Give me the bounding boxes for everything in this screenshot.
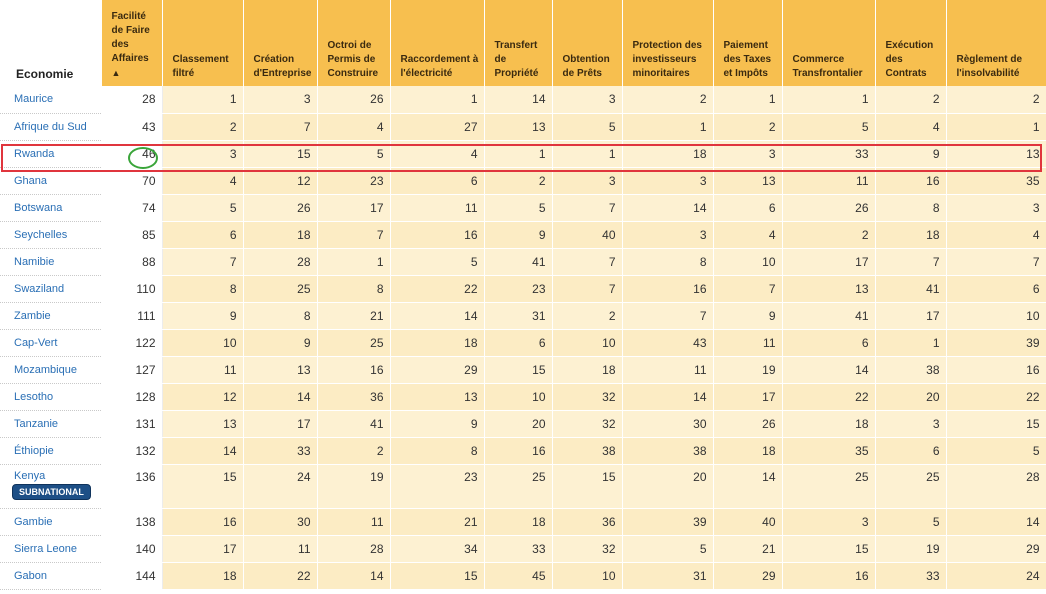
rank-cell: 7 (552, 248, 622, 275)
rank-cell: 16 (782, 562, 875, 589)
rank-cell: 13 (713, 167, 782, 194)
rank-cell: 8 (622, 248, 713, 275)
rank-cell: 5 (622, 535, 713, 562)
column-header-transfert-propriete[interactable]: Transfert de Propriété (484, 0, 552, 86)
rank-cell: 11 (782, 167, 875, 194)
rank-cell: 31 (622, 562, 713, 589)
rank-cell: 18 (622, 140, 713, 167)
rank-cell: 39 (946, 329, 1046, 356)
economy-link[interactable] (0, 383, 101, 410)
rank-cell: 26 (713, 410, 782, 437)
column-header-execution-contrats[interactable]: Exécution des Contrats (875, 0, 946, 86)
ease-rank-cell: 88 (101, 248, 162, 275)
rank-cell: 3 (713, 140, 782, 167)
rank-cell: 20 (622, 464, 713, 508)
table-row (0, 410, 1046, 437)
rank-cell: 3 (243, 86, 317, 113)
rank-cell: 5 (946, 437, 1046, 464)
table-row (0, 508, 1046, 535)
rank-cell: 10 (552, 562, 622, 589)
column-header-protection-investisseurs[interactable]: Protection des investisseurs minoritaires (622, 0, 713, 86)
economy-link[interactable] (0, 410, 101, 437)
rank-cell: 26 (243, 194, 317, 221)
ease-rank-cell: 131 (101, 410, 162, 437)
rank-cell: 1 (622, 113, 713, 140)
rank-cell: 18 (713, 437, 782, 464)
rank-cell: 3 (622, 167, 713, 194)
rank-cell: 21 (317, 302, 390, 329)
economy-name[interactable]: Rwanda (14, 147, 55, 160)
ease-rank-cell: 111 (101, 302, 162, 329)
column-header-classement-filtre[interactable]: Classement filtré (162, 0, 243, 86)
column-header-commerce-transfrontalier[interactable]: Commerce Transfrontalier (782, 0, 875, 86)
economy-link[interactable] (0, 562, 101, 589)
table-row (0, 194, 1046, 221)
economy-name[interactable]: Zambie (14, 309, 51, 322)
rank-cell: 7 (162, 248, 243, 275)
column-header-facilite[interactable]: Facilité de Faire des Affaires ▲ (101, 0, 162, 86)
rank-cell: 23 (484, 275, 552, 302)
table-row (0, 464, 1046, 508)
rank-cell: 28 (317, 535, 390, 562)
column-header-paiement-taxes[interactable]: Paiement des Taxes et Impôts (713, 0, 782, 86)
table-row (0, 86, 1046, 113)
rank-cell: 29 (713, 562, 782, 589)
rank-cell: 21 (713, 535, 782, 562)
rank-cell: 18 (552, 356, 622, 383)
rank-cell: 7 (243, 113, 317, 140)
economy-link[interactable] (0, 167, 101, 194)
ease-rank-cell: 43 (101, 113, 162, 140)
rank-cell: 10 (484, 383, 552, 410)
rank-cell: 5 (390, 248, 484, 275)
economy-link[interactable] (0, 194, 101, 221)
rank-cell: 13 (946, 140, 1046, 167)
rank-cell: 26 (317, 86, 390, 113)
rank-cell: 3 (552, 167, 622, 194)
rank-cell: 9 (484, 221, 552, 248)
ease-rank-cell: 85 (101, 221, 162, 248)
rank-cell: 19 (875, 535, 946, 562)
table-row (0, 383, 1046, 410)
rank-cell: 13 (782, 275, 875, 302)
rank-cell: 14 (162, 437, 243, 464)
economy-name[interactable]: Gabon (14, 569, 48, 582)
rank-cell: 15 (782, 535, 875, 562)
rank-cell: 5 (484, 194, 552, 221)
rank-cell: 9 (875, 140, 946, 167)
rank-cell: 1 (552, 140, 622, 167)
ease-rank-cell: 74 (101, 194, 162, 221)
column-header-reglement-insolvabilite[interactable]: Règlement de l'insolvabilité (946, 0, 1046, 86)
rank-cell: 34 (390, 535, 484, 562)
rank-cell: 24 (946, 562, 1046, 589)
economy-name[interactable]: Botswana (14, 201, 63, 214)
rank-cell: 35 (782, 437, 875, 464)
rank-cell: 39 (622, 508, 713, 535)
rank-cell: 2 (622, 86, 713, 113)
rank-cell: 13 (390, 383, 484, 410)
rank-cell: 2 (875, 86, 946, 113)
rank-cell: 16 (317, 356, 390, 383)
rank-cell: 1 (390, 86, 484, 113)
rank-cell: 2 (713, 113, 782, 140)
table-row (0, 535, 1046, 562)
table-row (0, 562, 1046, 589)
ease-rank-cell: 110 (101, 275, 162, 302)
rank-cell: 7 (946, 248, 1046, 275)
table-row (0, 167, 1046, 194)
rank-cell: 22 (782, 383, 875, 410)
rank-cell: 14 (622, 194, 713, 221)
rank-cell: 1 (484, 140, 552, 167)
rank-cell: 22 (946, 383, 1046, 410)
rank-cell: 13 (162, 410, 243, 437)
table-row (0, 329, 1046, 356)
rank-cell: 9 (243, 329, 317, 356)
rank-cell: 2 (552, 302, 622, 329)
rank-cell: 6 (390, 167, 484, 194)
rank-cell: 5 (552, 113, 622, 140)
rank-cell: 3 (946, 194, 1046, 221)
rank-cell: 1 (946, 113, 1046, 140)
ease-rank-cell: 127 (101, 356, 162, 383)
rank-cell: 5 (782, 113, 875, 140)
rank-cell: 9 (713, 302, 782, 329)
economy-name[interactable]: Sierra Leone (14, 542, 77, 555)
rank-cell: 3 (162, 140, 243, 167)
economy-link[interactable] (0, 535, 101, 562)
rank-cell: 15 (552, 464, 622, 508)
economy-link[interactable] (0, 113, 101, 140)
ease-rank-cell: 132 (101, 437, 162, 464)
rank-cell: 11 (162, 356, 243, 383)
rank-cell: 12 (162, 383, 243, 410)
rank-cell: 16 (162, 508, 243, 535)
ease-rank-cell: 28 (101, 86, 162, 113)
rank-cell: 2 (484, 167, 552, 194)
economy-link[interactable] (0, 275, 101, 302)
table-row (0, 248, 1046, 275)
rank-cell: 23 (317, 167, 390, 194)
rank-cell: 4 (713, 221, 782, 248)
economy-link[interactable] (0, 302, 101, 329)
rank-cell: 6 (875, 437, 946, 464)
rank-cell: 18 (243, 221, 317, 248)
rank-cell: 25 (243, 275, 317, 302)
rank-cell: 41 (782, 302, 875, 329)
rank-cell: 28 (243, 248, 317, 275)
rank-cell: 30 (622, 410, 713, 437)
rank-cell: 36 (552, 508, 622, 535)
rank-cell: 17 (243, 410, 317, 437)
table-row (0, 113, 1046, 140)
economy-link[interactable] (0, 221, 101, 248)
rank-cell: 4 (875, 113, 946, 140)
ease-rank-cell: 128 (101, 383, 162, 410)
column-header-obtention-prets[interactable]: Obtention de Prêts (552, 0, 622, 86)
rank-cell: 5 (162, 194, 243, 221)
rank-cell: 2 (317, 437, 390, 464)
subnational-button[interactable]: SUBNATIONAL (12, 484, 91, 500)
rank-cell: 25 (317, 329, 390, 356)
table-row (0, 140, 1046, 167)
rank-cell: 10 (946, 302, 1046, 329)
rank-cell: 8 (243, 302, 317, 329)
rank-cell: 12 (243, 167, 317, 194)
rank-cell: 14 (946, 508, 1046, 535)
rank-cell: 33 (484, 535, 552, 562)
rank-cell: 16 (484, 437, 552, 464)
rank-cell: 11 (317, 508, 390, 535)
rank-cell: 4 (162, 167, 243, 194)
rank-cell: 14 (317, 562, 390, 589)
ease-rank-cell: 70 (101, 167, 162, 194)
rank-cell: 16 (390, 221, 484, 248)
rank-cell: 36 (317, 383, 390, 410)
rank-cell: 13 (243, 356, 317, 383)
rank-cell: 35 (946, 167, 1046, 194)
rank-cell: 22 (390, 275, 484, 302)
rank-cell: 43 (622, 329, 713, 356)
rank-cell: 6 (782, 329, 875, 356)
rank-cell: 41 (875, 275, 946, 302)
rank-cell: 17 (317, 194, 390, 221)
rank-cell: 38 (875, 356, 946, 383)
rank-cell: 41 (317, 410, 390, 437)
rank-cell: 19 (713, 356, 782, 383)
economy-link[interactable] (0, 464, 101, 508)
rank-cell: 11 (390, 194, 484, 221)
rank-cell: 1 (713, 86, 782, 113)
economy-name[interactable]: Cap-Vert (14, 336, 58, 349)
rank-cell: 9 (390, 410, 484, 437)
rank-cell: 14 (390, 302, 484, 329)
economy-name[interactable]: Seychelles (14, 228, 68, 241)
table-row (0, 275, 1046, 302)
rank-cell: 25 (782, 464, 875, 508)
rank-cell: 40 (713, 508, 782, 535)
rank-cell: 1 (875, 329, 946, 356)
rank-cell: 6 (713, 194, 782, 221)
rank-cell: 32 (552, 535, 622, 562)
rank-cell: 14 (782, 356, 875, 383)
rank-cell: 25 (875, 464, 946, 508)
rank-cell: 4 (317, 113, 390, 140)
table-row (0, 221, 1046, 248)
rank-cell: 16 (946, 356, 1046, 383)
rank-cell: 5 (875, 508, 946, 535)
rank-cell: 22 (243, 562, 317, 589)
rank-cell: 18 (390, 329, 484, 356)
rank-cell: 14 (622, 383, 713, 410)
rank-cell: 32 (552, 410, 622, 437)
economy-name[interactable]: Mozambique (14, 363, 77, 376)
rank-cell: 15 (946, 410, 1046, 437)
economy-name[interactable]: Swaziland (14, 282, 65, 295)
rank-cell: 17 (875, 302, 946, 329)
rank-cell: 10 (162, 329, 243, 356)
rank-cell: 15 (243, 140, 317, 167)
rank-cell: 10 (713, 248, 782, 275)
rank-cell: 19 (317, 464, 390, 508)
rank-cell: 8 (875, 194, 946, 221)
rank-cell: 18 (162, 562, 243, 589)
rank-cell: 7 (552, 275, 622, 302)
rank-cell: 4 (390, 140, 484, 167)
economy-link[interactable] (0, 437, 101, 464)
rank-cell: 29 (390, 356, 484, 383)
economy-name[interactable]: Namibie (14, 255, 55, 268)
rank-cell: 7 (713, 275, 782, 302)
rank-cell: 4 (946, 221, 1046, 248)
rank-cell: 17 (713, 383, 782, 410)
rank-cell: 8 (317, 275, 390, 302)
rank-cell: 16 (622, 275, 713, 302)
economy-name[interactable]: Ghana (14, 174, 48, 187)
economy-link[interactable] (0, 140, 101, 167)
rank-cell: 7 (552, 194, 622, 221)
column-header-raccordement-electricite[interactable]: Raccordement à l'électricité (390, 0, 484, 86)
rank-cell: 26 (782, 194, 875, 221)
rank-cell: 3 (622, 221, 713, 248)
rank-cell: 10 (552, 329, 622, 356)
rank-cell: 11 (713, 329, 782, 356)
rank-cell: 15 (162, 464, 243, 508)
ease-rank-cell: 140 (101, 535, 162, 562)
rank-cell: 17 (162, 535, 243, 562)
rank-cell: 11 (622, 356, 713, 383)
rank-cell: 2 (162, 113, 243, 140)
economy-name[interactable]: Kenya (14, 469, 46, 482)
rank-cell: 41 (484, 248, 552, 275)
rank-cell: 8 (162, 275, 243, 302)
rank-cell: 14 (713, 464, 782, 508)
rank-cell: 2 (782, 221, 875, 248)
table-body (0, 86, 1046, 589)
ease-rank-cell: 46 (101, 140, 162, 167)
economy-link[interactable] (0, 329, 101, 356)
economy-name[interactable]: Lesotho (14, 390, 54, 403)
rank-cell: 29 (946, 535, 1046, 562)
rank-cell: 7 (622, 302, 713, 329)
column-header-economie[interactable]: Economie (0, 0, 101, 86)
rank-cell: 20 (484, 410, 552, 437)
ease-rank-cell: 144 (101, 562, 162, 589)
economy-name[interactable]: Maurice (14, 93, 54, 106)
column-header-permis-construire[interactable]: Octroi de Permis de Construire (317, 0, 390, 86)
economy-name[interactable]: Tanzanie (14, 417, 59, 430)
table-row (0, 356, 1046, 383)
economy-link[interactable] (0, 86, 101, 113)
rank-cell: 18 (782, 410, 875, 437)
rank-cell: 6 (484, 329, 552, 356)
economy-link[interactable] (0, 248, 101, 275)
rank-cell: 21 (390, 508, 484, 535)
rank-cell: 2 (946, 86, 1046, 113)
rank-cell: 38 (622, 437, 713, 464)
rank-cell: 24 (243, 464, 317, 508)
rank-cell: 16 (875, 167, 946, 194)
rank-cell: 15 (484, 356, 552, 383)
rank-cell: 6 (946, 275, 1046, 302)
rank-cell: 27 (390, 113, 484, 140)
rank-cell: 3 (875, 410, 946, 437)
rank-cell: 3 (782, 508, 875, 535)
column-header-creation-entreprise[interactable]: Création d'Entreprise (243, 0, 317, 86)
economy-name[interactable]: Gambie (14, 515, 53, 528)
rank-cell: 28 (946, 464, 1046, 508)
rank-cell: 33 (782, 140, 875, 167)
rank-cell: 1 (317, 248, 390, 275)
rank-cell: 6 (162, 221, 243, 248)
rank-cell: 23 (390, 464, 484, 508)
rank-cell: 31 (484, 302, 552, 329)
rank-cell: 13 (484, 113, 552, 140)
economy-link[interactable] (0, 356, 101, 383)
rank-cell: 14 (243, 383, 317, 410)
ease-rank-cell: 138 (101, 508, 162, 535)
header-row (0, 0, 1046, 86)
rank-cell: 32 (552, 383, 622, 410)
rank-cell: 8 (390, 437, 484, 464)
rank-cell: 40 (552, 221, 622, 248)
rank-cell: 33 (243, 437, 317, 464)
rank-cell: 1 (162, 86, 243, 113)
sort-ascending-icon: ▲ (111, 68, 121, 78)
economy-name[interactable]: Afrique du Sud (14, 120, 87, 133)
economy-name[interactable]: Éthiopie (14, 444, 54, 457)
rank-cell: 14 (484, 86, 552, 113)
ease-rank-cell: 136 (101, 464, 162, 508)
economy-link[interactable] (0, 508, 101, 535)
rank-cell: 18 (484, 508, 552, 535)
table-row (0, 302, 1046, 329)
rank-cell: 15 (390, 562, 484, 589)
rank-cell: 3 (552, 86, 622, 113)
rank-cell: 7 (875, 248, 946, 275)
rank-cell: 9 (162, 302, 243, 329)
rank-cell: 33 (875, 562, 946, 589)
rank-cell: 38 (552, 437, 622, 464)
rank-cell: 20 (875, 383, 946, 410)
rank-cell: 5 (317, 140, 390, 167)
table-row (0, 437, 1046, 464)
rank-cell: 30 (243, 508, 317, 535)
rank-cell: 7 (317, 221, 390, 248)
rank-cell: 25 (484, 464, 552, 508)
rank-cell: 11 (243, 535, 317, 562)
rank-cell: 18 (875, 221, 946, 248)
rank-cell: 1 (782, 86, 875, 113)
rank-cell: 17 (782, 248, 875, 275)
ease-rank-cell: 122 (101, 329, 162, 356)
rank-cell: 45 (484, 562, 552, 589)
